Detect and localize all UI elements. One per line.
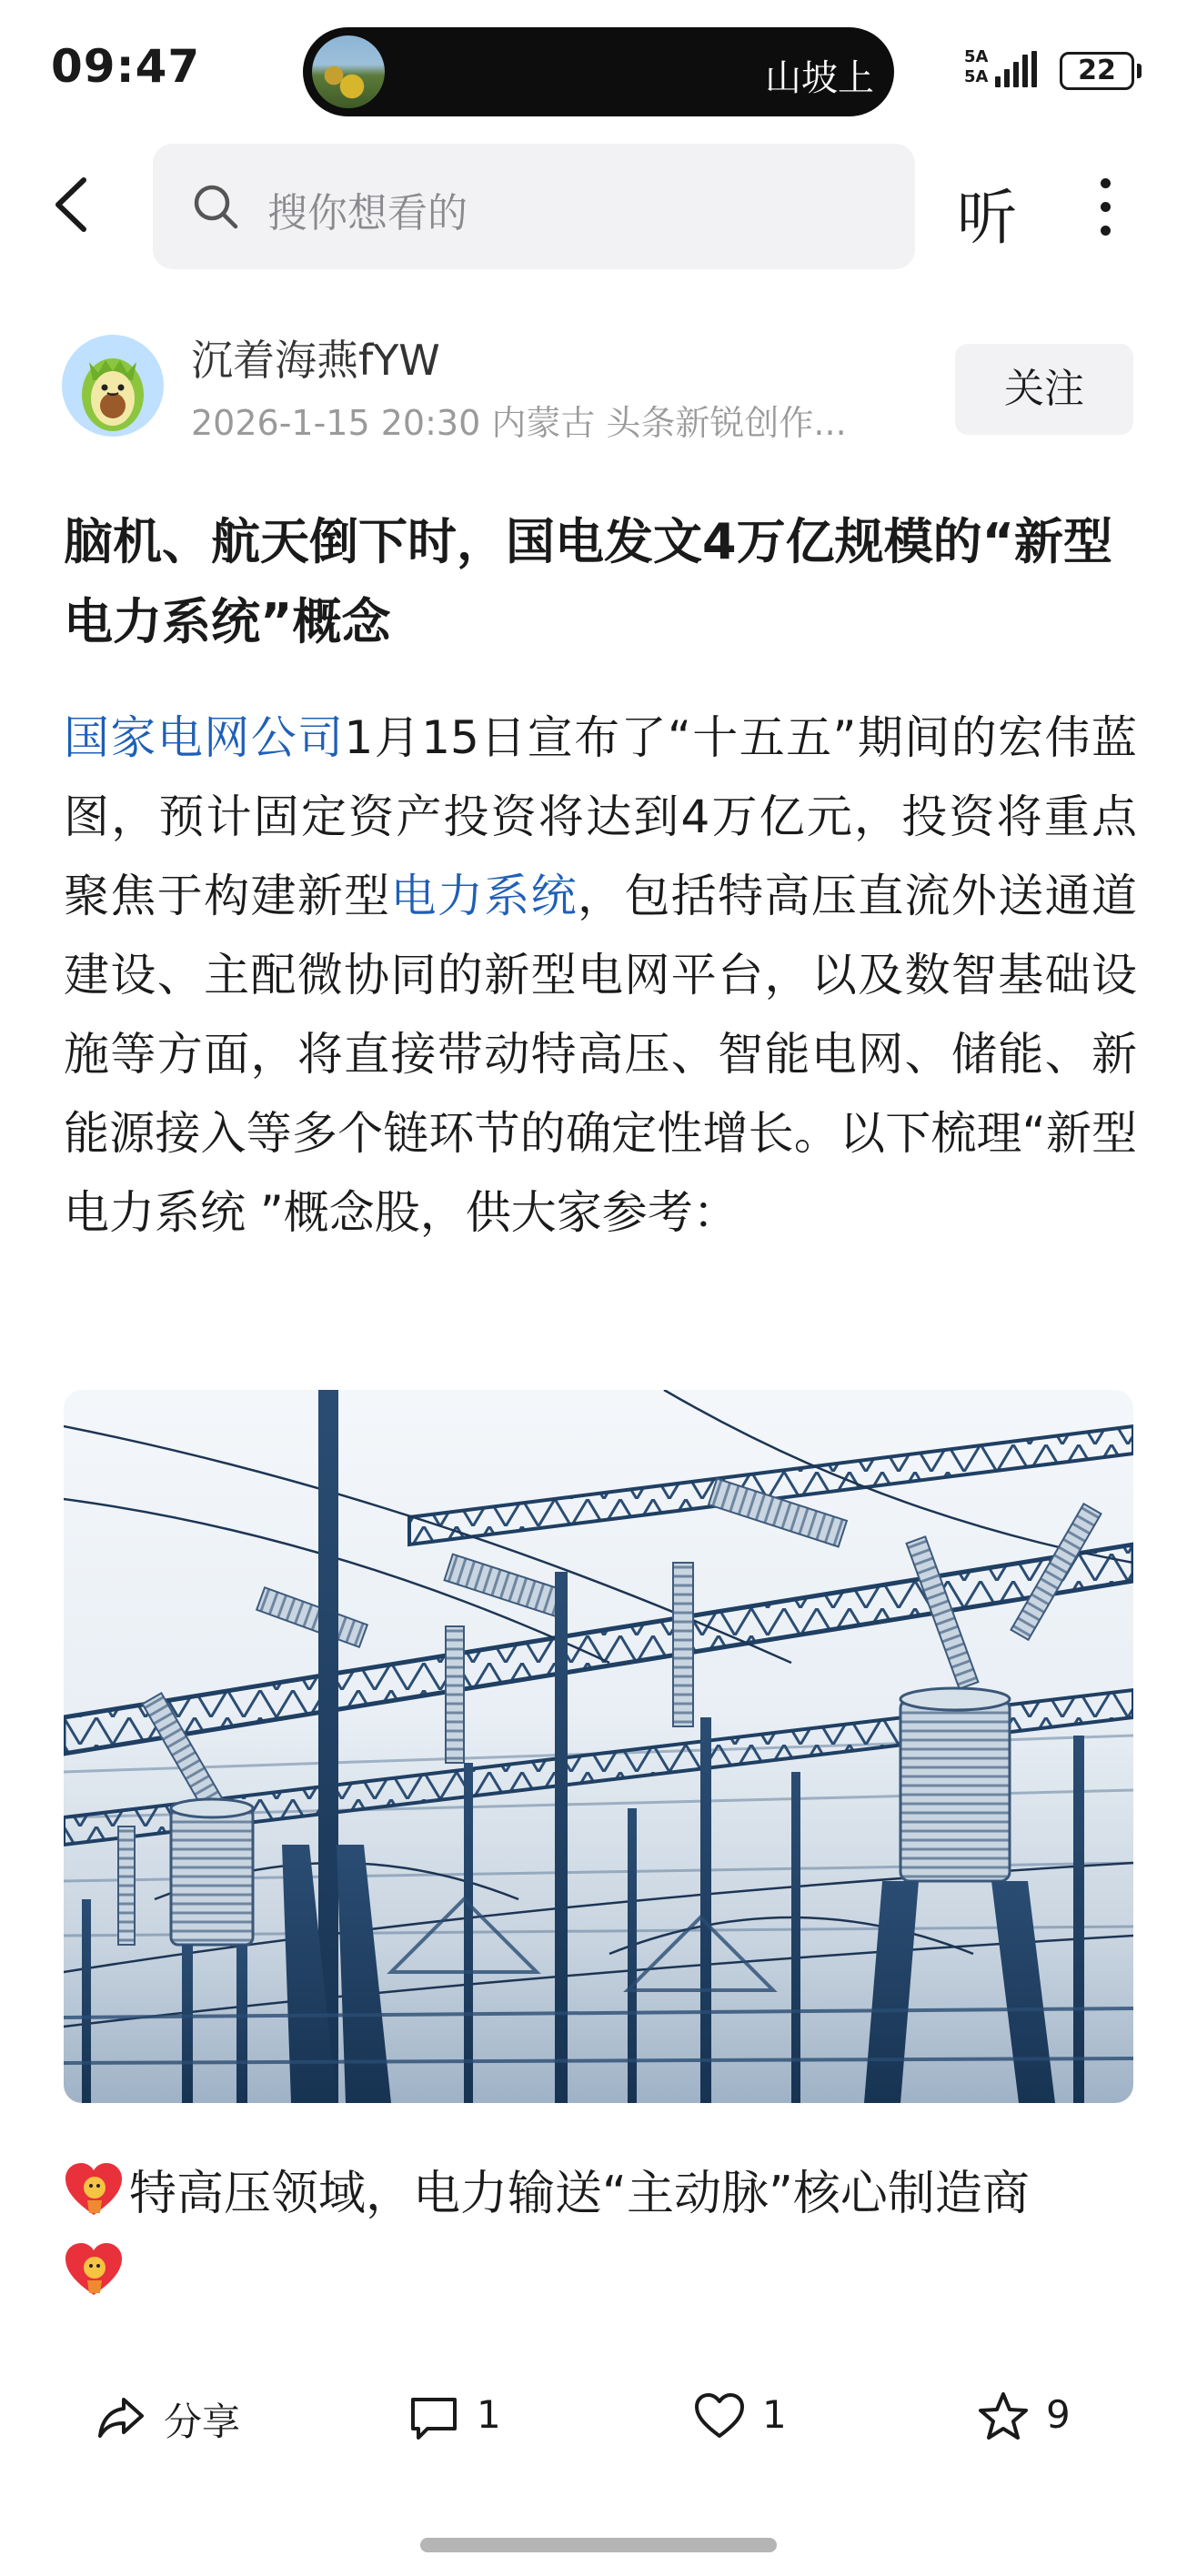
signal-icon (964, 47, 1041, 89)
share-icon (95, 2390, 147, 2443)
author-meta: 2026-1-15 20:30 内蒙古 头条新锐创作... (191, 403, 847, 443)
heart-icon (693, 2390, 746, 2443)
top-bar (0, 136, 1197, 273)
star-icon (977, 2390, 1030, 2443)
body-text-2: ，包括特高压直流外送通道建设、主配微协同的新型电网平台，以及数智基础设施等方面，将直接带动特高压、智能电网、储能、新能源接入等多个链环节的确定性增长。以下梳理“新型电力系统 ”概念股，供大家参考： (64, 870, 1138, 1239)
signal-label-1: 5A (964, 47, 989, 66)
island-text: 山坡上 (765, 57, 874, 99)
comment-icon (407, 2390, 460, 2443)
home-indicator[interactable] (420, 2538, 777, 2552)
search-input[interactable] (153, 144, 915, 269)
like-count: 1 (762, 2392, 787, 2437)
follow-button[interactable]: 关注 (955, 344, 1133, 435)
comment-button[interactable] (407, 2390, 535, 2445)
section-heading-text: 特高压领域，电力输送“主动脉”核心制造商 (129, 2167, 1030, 2221)
battery-tip (1137, 64, 1142, 78)
back-button[interactable] (44, 173, 107, 236)
section-heading (64, 2154, 1146, 2314)
listen-button[interactable]: 听 (957, 183, 1017, 253)
link-power-system[interactable]: 电力系统 (390, 870, 578, 922)
avocado-avatar-icon (62, 335, 164, 437)
search-placeholder: 搜你想看的 (267, 190, 468, 236)
dynamic-island[interactable] (303, 27, 894, 116)
more-vertical-icon[interactable] (1082, 173, 1128, 240)
article-body (64, 699, 1137, 1253)
back-arrow-icon (44, 173, 107, 236)
favorite-button[interactable] (977, 2390, 1104, 2445)
substation-illustration (64, 1390, 1133, 2103)
share-button[interactable] (95, 2390, 277, 2445)
author-row (0, 324, 1197, 451)
like-button[interactable] (693, 2390, 820, 2445)
share-label: 分享 (164, 2400, 241, 2444)
author-name[interactable]: 沉着海燕fYW (191, 336, 440, 385)
article-title: 脑机、航天倒下时，国电发文4万亿规模的“新型电力系统”概念 (64, 513, 1113, 650)
action-bar (0, 2372, 1197, 2463)
battery-icon: 22 (1060, 52, 1134, 90)
heart-emoji-icon (64, 2240, 124, 2300)
link-state-grid[interactable]: 国家电网公司 (64, 711, 345, 764)
island-thumbnail (312, 35, 385, 108)
status-time: 09:47 (51, 40, 201, 93)
avatar[interactable] (62, 335, 164, 437)
comment-count: 1 (477, 2392, 501, 2437)
heart-emoji-icon (64, 2160, 124, 2220)
body-text-1: 1月15日宣布了“十五五”期间的宏伟蓝图，预计固定资产投资将达到4万亿元，投资将重点聚焦于构建新型 (64, 711, 1137, 922)
favorite-count: 9 (1046, 2392, 1071, 2437)
signal-label-2: 5A (964, 67, 989, 86)
article-image[interactable] (64, 1390, 1133, 2103)
status-bar (0, 0, 1197, 136)
search-icon (191, 182, 240, 231)
